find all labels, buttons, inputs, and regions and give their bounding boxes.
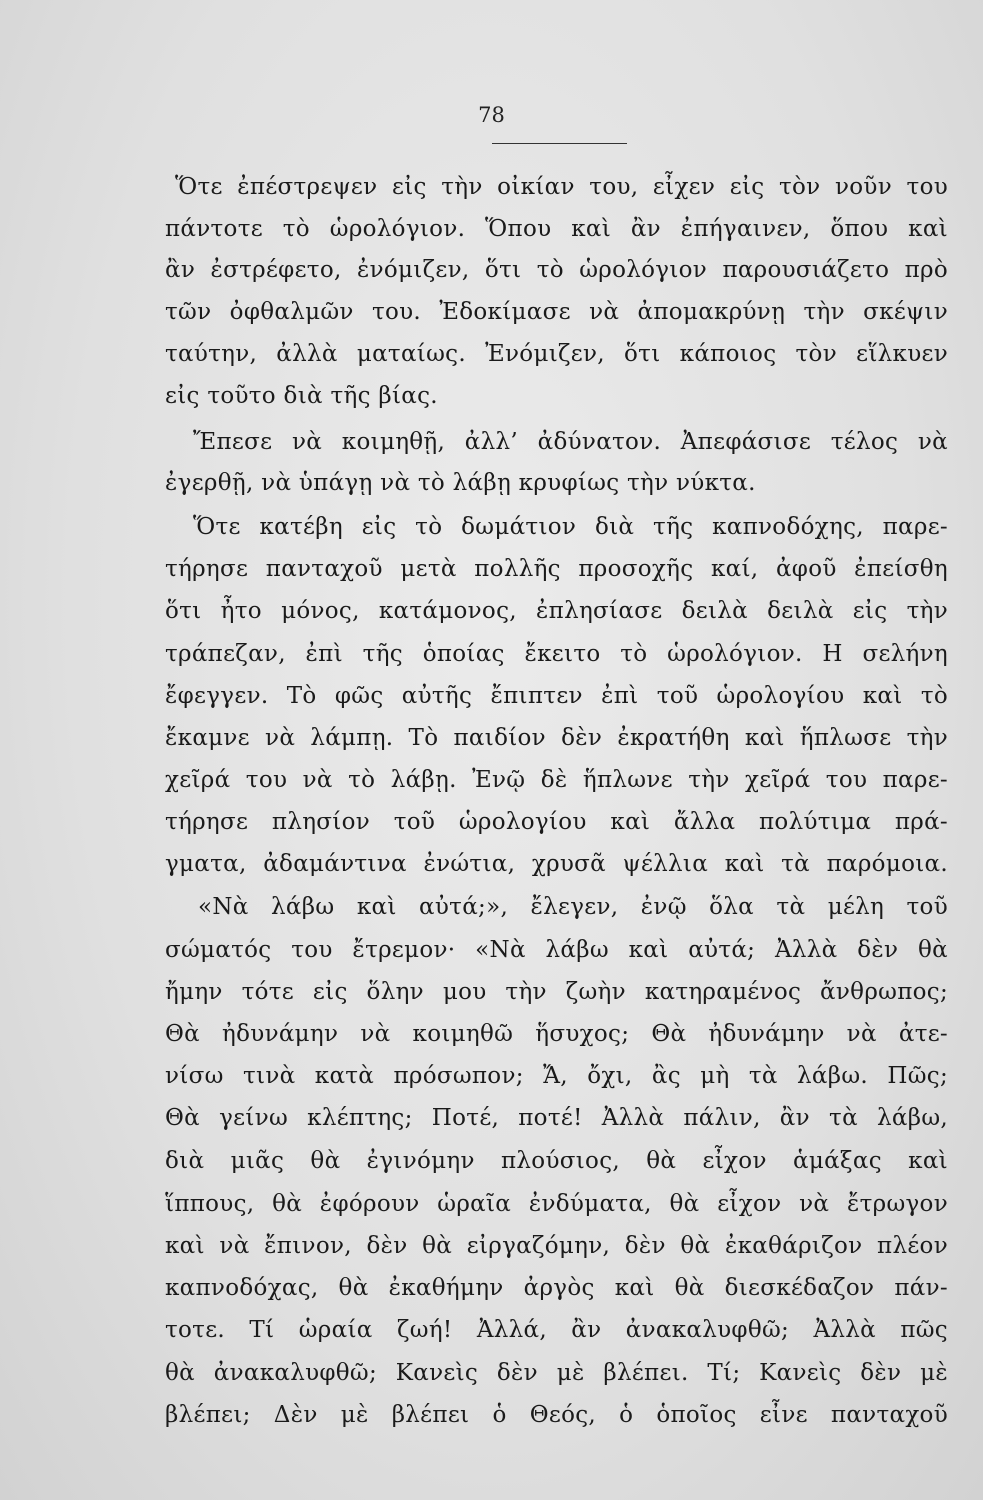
text-line: σώματός του ἔτρεμον· «Νὰ λάβω καὶ αὐτά; Ἀλλὰ δὲν θὰ: [165, 937, 948, 963]
text-line: Θὰ ἠδυνάμην νὰ κοιμηθῶ ἥσυχος; Θὰ ἠδυνάμην νὰ ἀτε-: [165, 1021, 948, 1047]
text-line: τῶν ὀφθαλμῶν του. Ἐδοκίμασε νὰ ἀπομακρύνῃ τὴν σκέψιν: [165, 299, 948, 325]
text-line: ἐγερθῇ, νὰ ὑπάγῃ νὰ τὸ λάβῃ κρυφίως τὴν νύκτα.: [165, 470, 756, 496]
text-line: Ὅτε κατέβη εἰς τὸ δωμάτιον διὰ τῆς καπνοδόχης, παρε-: [193, 514, 948, 540]
text-line: Ὅτε ἐπέστρεψεν εἰς τὴν οἰκίαν του, εἶχεν εἰς τὸν νοῦν του: [175, 174, 948, 200]
text-line: τράπεζαν, ἐπὶ τῆς ὁποίας ἔκειτο τὸ ὡρολόγιον. Η σελήνη: [165, 641, 948, 667]
page-number: 78: [478, 103, 505, 127]
text-line: ταύτην, ἀλλὰ ματαίως. Ἐνόμιζεν, ὅτι κάποιος τὸν εἵλκυεν: [165, 341, 948, 367]
text-line: ἤμην τότε εἰς ὅλην μου τὴν ζωὴν κατηραμένος ἄνθρωπος;: [165, 979, 948, 1005]
text-line: Θὰ γείνω κλέπτης; Ποτέ, ποτέ! Ἀλλὰ πάλιν, ἂν τὰ λάβω,: [165, 1105, 948, 1131]
text-line: διὰ μιᾶς θὰ ἐγινόμην πλούσιος, θὰ εἶχον ἁμάξας καὶ: [165, 1148, 948, 1174]
text-line: ἔκαμνε νὰ λάμπῃ. Τὸ παιδίον δὲν ἐκρατήθη καὶ ἥπλωσε τὴν: [165, 725, 948, 751]
text-line: καὶ νὰ ἔπινον, δὲν θὰ εἰργαζόμην, δὲν θὰ ἐκαθάριζον πλέον: [165, 1233, 948, 1259]
text-line: βλέπει; Δὲν μὲ βλέπει ὁ Θεός, ὁ ὁποῖος εἶνε πανταχοῦ: [165, 1402, 948, 1428]
text-line: ἂν ἐστρέφετο, ἐνόμιζεν, ὅτι τὸ ὡρολόγιον παρουσιάζετο πρὸ: [165, 257, 948, 283]
text-line: τήρησε πλησίον τοῦ ὡρολογίου καὶ ἄλλα πολύτιμα πρά-: [165, 809, 948, 835]
text-line: ἵππους, θὰ ἐφόρουν ὡραῖα ἐνδύματα, θὰ εἶχον νὰ ἔτρωγον: [165, 1191, 948, 1217]
text-line: ὅτι ἦτο μόνος, κατάμονος, ἐπλησίασε δειλὰ δειλὰ εἰς τὴν: [165, 598, 948, 624]
text-line: θὰ ἀνακαλυφθῶ; Κανεὶς δὲν μὲ βλέπει. Τί; Κανεὶς δὲν μὲ: [165, 1360, 948, 1386]
text-line: γματα, ἀδαμάντινα ἐνώτια, χρυσᾶ ψέλλια καὶ τὰ παρόμοια.: [165, 851, 948, 877]
text-line: τοτε. Τί ὡραία ζωή! Ἀλλά, ἂν ἀνακαλυφθῶ; Ἀλλὰ πῶς: [165, 1317, 948, 1343]
text-line: εἰς τοῦτο διὰ τῆς βίας.: [165, 383, 438, 409]
text-line: νίσω τινὰ κατὰ πρόσωπον; Ἄ, ὄχι, ἂς μὴ τὰ λάβω. Πῶς;: [165, 1063, 948, 1089]
text-line: Ἔπεσε νὰ κοιμηθῇ, ἀλλ’ ἀδύνατον. Ἀπεφάσισε τέλος νὰ: [193, 429, 948, 455]
text-line: χεῖρά του νὰ τὸ λάβῃ. Ἐνῷ δὲ ἥπλωνε τὴν χεῖρά του παρε-: [165, 767, 948, 793]
text-line: «Νὰ λάβω καὶ αὐτά;», ἔλεγεν, ἐνῷ ὅλα τὰ μέλη τοῦ: [198, 894, 948, 920]
text-line: ἔφεγγεν. Τὸ φῶς αὐτῆς ἔπιπτεν ἐπὶ τοῦ ὡρολογίου καὶ τὸ: [165, 683, 948, 709]
text-line: καπνοδόχας, θὰ ἐκαθήμην ἀργὸς καὶ θὰ διεσκέδαζον πάν-: [165, 1275, 948, 1301]
text-line: τήρησε πανταχοῦ μετὰ πολλῆς προσοχῆς καί, ἀφοῦ ἐπείσθη: [165, 556, 948, 582]
text-line: πάντοτε τὸ ὡρολόγιον. Ὅπου καὶ ἂν ἐπήγαινεν, ὅπου καὶ: [165, 216, 948, 242]
